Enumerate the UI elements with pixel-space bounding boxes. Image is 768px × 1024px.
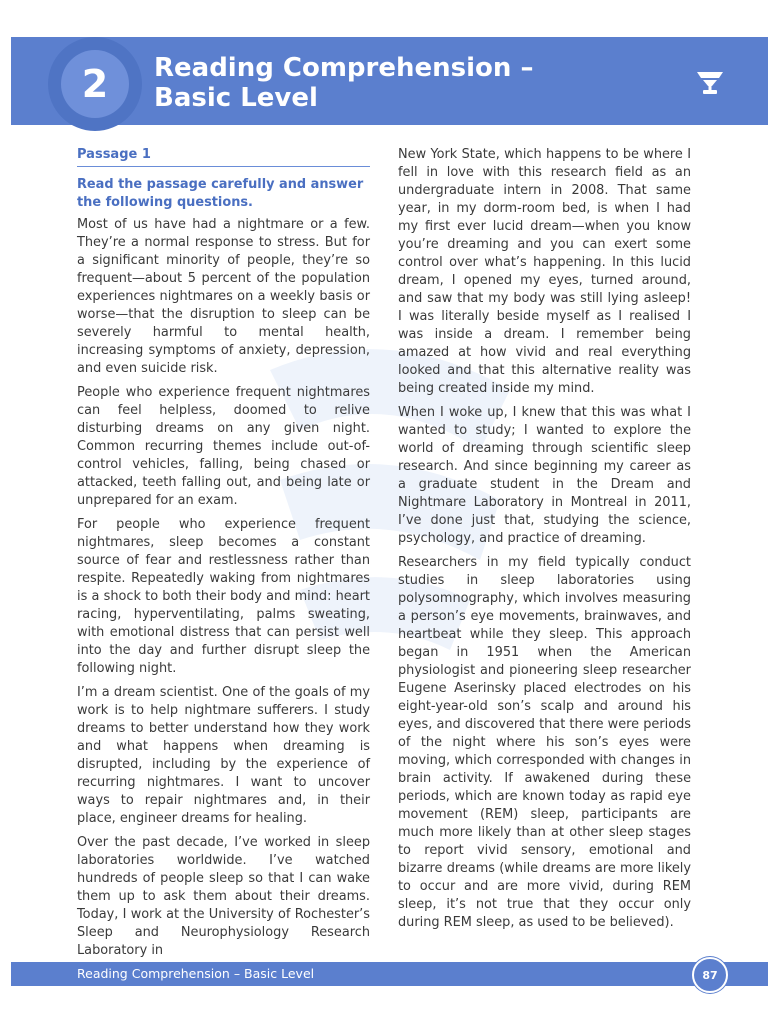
paragraph: Researchers in my field typically conduct studies in sleep laboratories using polysomnography, which involves measuring a person’s eye movements, brainwaves, and heartbeat while they sleep. This approach began in 1951 when the American physiologist and pioneering sleep researcher Eugene Aserinsky placed electrodes on his eight-year-old son’s scalp and around his eyes, and discovered that there were periods of the night where his son’s eyes were moving, which corresponded with changes in brain activity. If awakened during these periods, which are known today as rapid eye movement (REM) sleep, participants are much more likely than at other sleep stages to report vivid sensory, emotional and bizarre dreams (while dreams are more likely to occur and are more vivid, during REM sleep, it’s not true that they occur only during REM sleep, as used to be believed). <box>398 555 691 930</box>
page-number: 87 <box>692 957 728 993</box>
left-column <box>77 146 370 966</box>
chapter-number-badge: 2 <box>61 50 129 118</box>
paragraph: Over the past decade, I’ve worked in sleep laboratories worldwide. I’ve watched hundreds of people sleep so that I can wake them up to ask them about their dreams. Today, I work at the University of Rochester’s Sleep and Neurophysiology Research Laboratory in <box>77 835 370 958</box>
footer-running-title: Reading Comprehension – Basic Level <box>77 966 315 981</box>
right-column <box>398 146 691 938</box>
paragraph: When I woke up, I knew that this was what I wanted to study; I wanted to explore the world of dreaming through scientific sleep research. And since beginning my career as a graduate student in the Dream and Nightmare Laboratory in Montreal in 2011, I’ve done just that, studying the science, psychology, and practice of dreaming. <box>398 405 691 546</box>
passage-title: Passage 1 <box>77 146 370 167</box>
paragraph: I’m a dream scientist. One of the goals of my work is to help nightmare sufferers. I study dreams to better understand how they work and what happens when dreaming is disrupted, including by the experience of recurring nightmares. I want to uncover ways to repair nightmares and, in their place, engineer dreams for healing. <box>77 685 370 826</box>
chapter-title-line-1: Reading Comprehension – <box>154 53 534 83</box>
paragraph: Most of us have had a nightmare or a few. They’re a normal response to stress. But for a significant minority of people, they’re so frequent—about 5 percent of the population experiences nightmares on a weekly basis or worse—that the disruption to sleep can be severely harmful to mental health, increasing symptoms of anxiety, depression, and even suicide risk. <box>77 217 370 376</box>
paragraph: People who experience frequent nightmares can feel helpless, doomed to relive disturbing dreams on any given night. Common recurring themes include out-of-control vehicles, falling, being chased or attacked, teeth falling out, and being late or unprepared for an exam. <box>77 385 370 508</box>
trophy-icon <box>695 70 725 96</box>
paragraph: For people who experience frequent nightmares, sleep becomes a constant source of fear and restlessness rather than respite. Repeatedly waking from nightmares is a shock to both their body and mind: heart racing, hyperventilating, palms sweating, with emotional distress that can persist well into the day and further disrupt sleep the following night. <box>77 517 370 676</box>
chapter-title <box>154 53 654 113</box>
chapter-title-line-2: Basic Level <box>154 83 318 113</box>
paragraph: New York State, which happens to be where I fell in love with this research field as an undergraduate intern in 2008. That same year, in my dorm-room bed, is when I had my first ever lucid dream—when you know you’re dreaming and you can exert some control over what’s happening. In this lucid dream, I opened my eyes, turned around, and saw that my body was still lying asleep! I was literally beside myself as I realised I was inside a dream. I remember being amazed at how vivid and real everything looked and that this alternative reality was being created inside my mind. <box>398 147 691 396</box>
passage-instruction: Read the passage carefully and answer the following questions. <box>77 177 364 210</box>
